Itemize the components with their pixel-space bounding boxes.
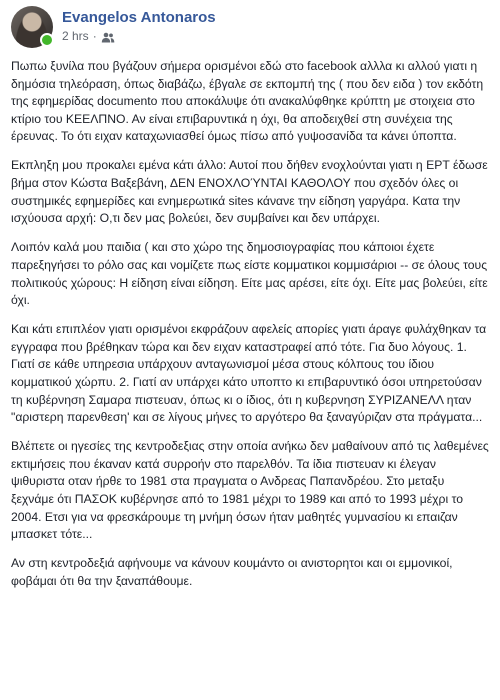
post-paragraph: Λοιπόν καλά μου παιδια ( και στο χώρο της δημοσιογραφίας που κάποιοι έχετε παρεξηγήσει το ρόλο σας και νομίζετε πως είστε κομματικοι κομμισάριοι -- σε όλους τους πολιτικούς χώρους: Η είδηση είναι είδηση. Είτε μας αρέσει, είτε όχι. Είτε μας βολεύει, είτε όχι. xyxy=(11,240,488,308)
post-paragraph: Πωπω ξυνίλα που βγάζουν σήμερα ορισμένοι εδώ στο facebook αλλλα κι αλλού γιατι η δημόσια τηλεόραση, όπως διαβάζω, έβγαλε σε εκπομπή της ( που δεν ειδα ) τον εκδότη της εφημερίδας documento που αποκάλυψε ότι ανακαλύφθηκε κρύπτη με στοιχεια στο κτίριο του ΚΕΕΛΠΝΟ. Αν είναι επιβαρυντικά η όχι, θα αποδειχθεί στη συνέχεια της έρευνας. Το ότι ειχαν καταχωνιασθεί όμως πίσω από γυψοσανίδα τα κάνει ύποπτα. xyxy=(11,59,484,144)
post-paragraph: Βλέπετε οι ηγεσίες της κεντροδεξιας στην οποία ανήκω δεν μαθαίνουν από τις λαθεμένες εκτιμήσεις που έκαναν κατά συρροήν στο παρελθόν. Τα ίδια πιστευαν κι έλεγαν ψιθυριστα οταν ήρθε το 1981 στα πραγματα ο Ανδρεας Παπανδρέου. Στο μεταξυ ξεχνάμε ότι ΠΑΣΟΚ κυβέρνησε από το 1981 μέχρι το 1989 και από το 1993 μέχρι το 2004. Ετσι για να φρεσκάρουμε τη μνήμη όσων ήταν μαθητές γυμνασίου κι επαιζαν μπασκετ τότε... xyxy=(11,439,489,542)
post-paragraph: Αν στη κεντροδεξιά αφήνουμε να κάνουν κουμάντο οι ανιστορητοι και οι εμμονικοί, φοβάμαι ότι θα την ξαναπάθουμε. xyxy=(11,556,453,588)
post-header-text xyxy=(62,6,216,44)
author-avatar-container[interactable] xyxy=(11,6,53,48)
post-body xyxy=(11,58,490,591)
online-status-icon xyxy=(40,33,54,47)
author-name-link[interactable]: Evangelos Antonaros xyxy=(62,9,216,26)
post-paragraph: Και κάτι επιπλέον γιατι ορισμένοι εκφράζουν αφελείς απορίες γιατι άραγε φυλάχθηκαν τα εγγραφα που βρέθηκαν τώρα και δεν ειχαν καταστραφεί από τότε. Για δυο λόγους. 1. Γιατί σε κάθε υπηρεσια υπάρχουν ανταγωνισμοί μέσα στους κόλπους του ίδιου κομματικού χώρπυ. 2. Γιατί αν υπάρχει κάτο υποπτο κι επιβαρυντικό όσοι υπηρετούσαν τη κυβέρνηση Σαμαρα πιστευαν, όπως κι ο ίδιος, ότι η κυβερνηση ΣΥΡΙΖΑΝΕΛΛ ηταν "αριστερη παρενθεση' και σε λίγους μήνες το αργότερο θα ξαναγύριζαν στα πράγματα... xyxy=(11,322,487,425)
post-paragraph: Εκπληξη μου προκαλει εμένα κάτι άλλο: Αυτοί που δήθεν ενοχλούνται γιατι η ΕΡΤ έδωσε βήμα στον Κώστα Βαξεβάνη, ΔΕΝ ΕΝΟΧΛΟΎΝΤΑΙ ΚΑΘΟΛΟΥ που σχεδόν όλες οι συστημικές εφημερίδες και ενημερωτικά sites κάνανε την είδηση γαργάρα. Κατα την ισχύουσα αρχή: Ο,τι δεν μας βολεύει, δεν συμβαίνει και δεν υπάρχει. xyxy=(11,158,488,226)
post-timestamp[interactable]: 2 hrs xyxy=(62,29,89,43)
post-header xyxy=(11,0,490,58)
friends-icon[interactable] xyxy=(101,31,115,42)
meta-separator: · xyxy=(92,29,97,43)
post-meta xyxy=(62,28,216,44)
